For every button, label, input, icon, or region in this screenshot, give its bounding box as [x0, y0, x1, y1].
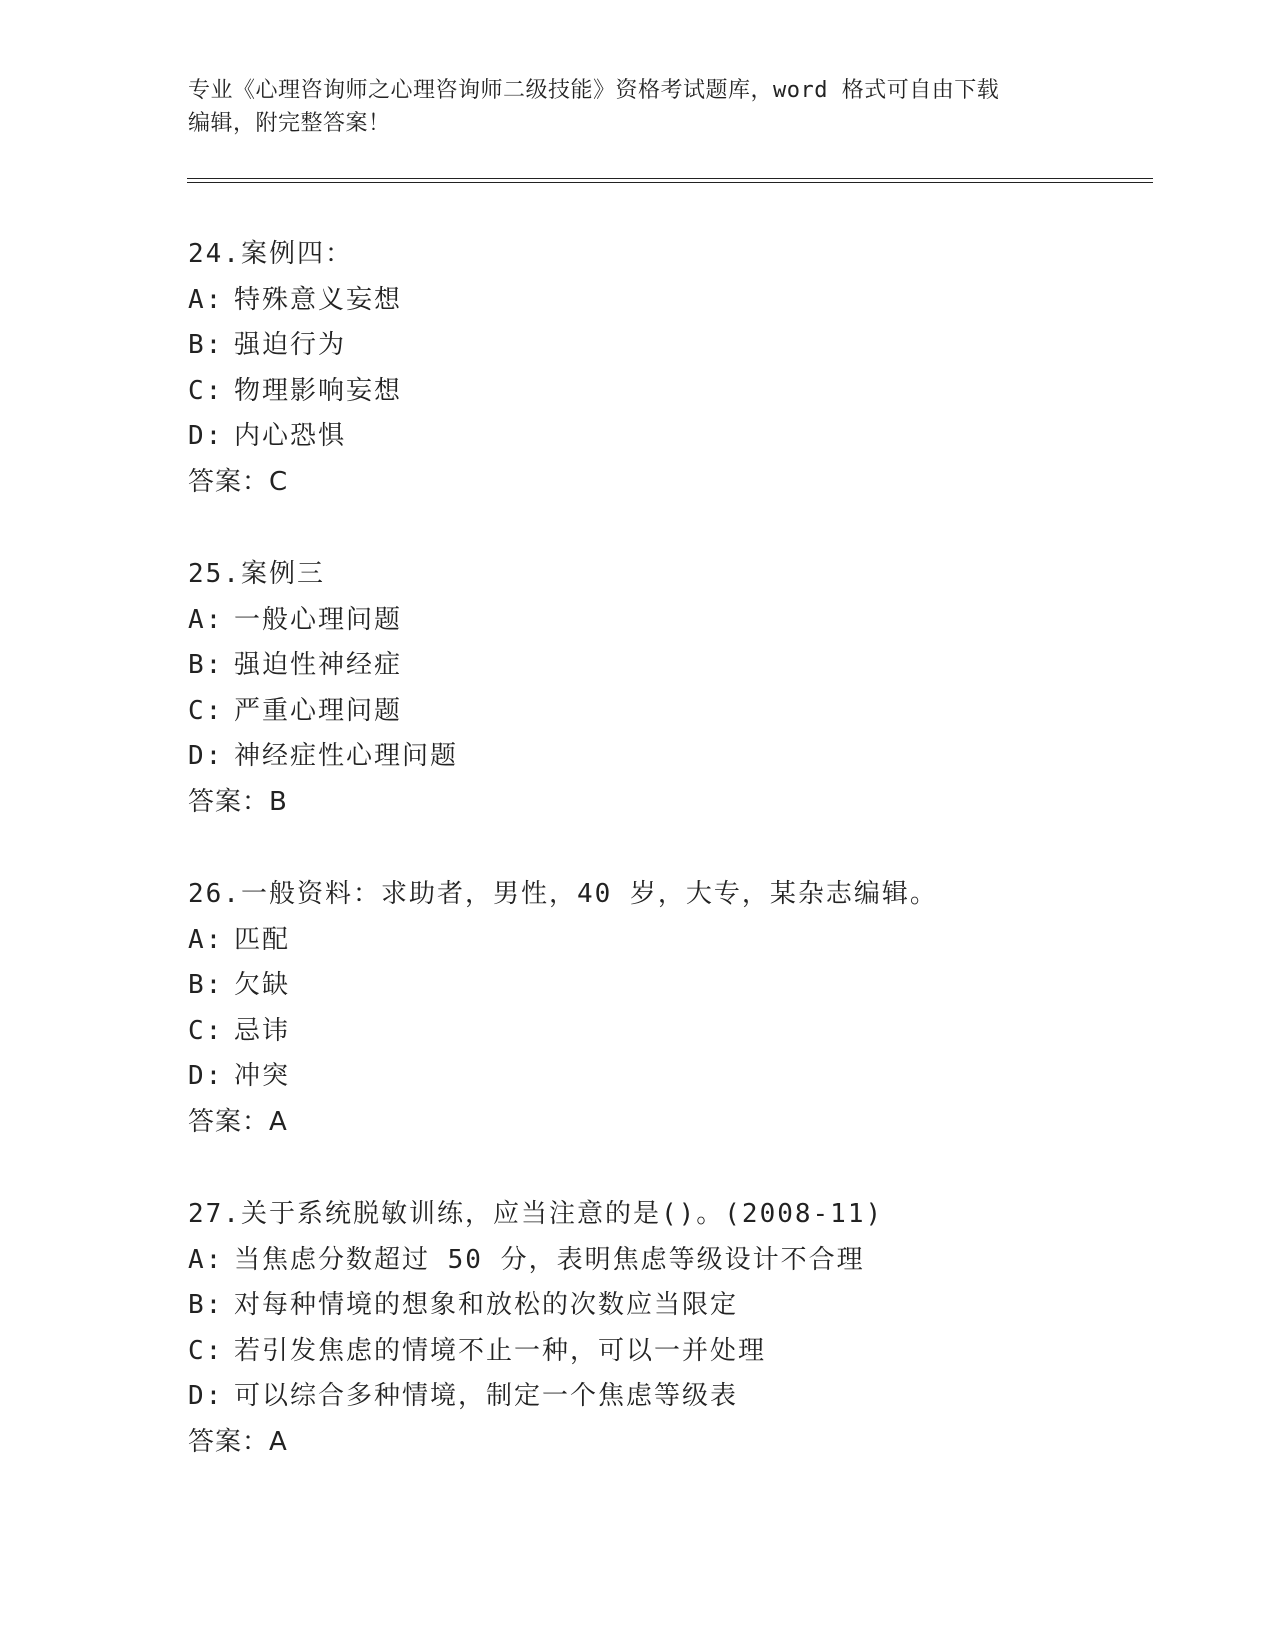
question-24 — [188, 232, 1148, 552]
option-letter: A: — [188, 604, 224, 635]
option-letter: B: — [188, 330, 224, 360]
option-letter: A: — [188, 1244, 224, 1275]
option-letter: D: — [188, 421, 224, 451]
option-a — [188, 598, 1148, 644]
option-letter: D: — [188, 1381, 224, 1411]
option-text: 强迫性神经症 — [234, 650, 403, 680]
document-header — [188, 74, 1068, 140]
option-d — [188, 1054, 1148, 1100]
option-text: 特殊意义妄想 — [234, 284, 403, 315]
question-26 — [188, 872, 1148, 1192]
option-letter: B: — [188, 1290, 224, 1320]
option-text: 忌讳 — [234, 1015, 291, 1046]
option-c — [188, 1329, 1148, 1375]
option-b — [188, 963, 1148, 1009]
option-letter: B: — [188, 650, 224, 680]
option-c — [188, 689, 1148, 735]
question-list — [188, 232, 1148, 1512]
option-b — [188, 1283, 1148, 1329]
option-b — [188, 323, 1148, 369]
option-c — [188, 1009, 1148, 1055]
option-letter: A: — [188, 924, 224, 955]
question-stem: 27.关于系统脱敏训练，应当注意的是()。(2008-11) — [188, 1199, 884, 1229]
answer-line: 答案：A — [188, 1106, 288, 1137]
option-text: 神经症性心理问题 — [234, 741, 459, 771]
option-b — [188, 643, 1148, 689]
option-text: 当焦虑分数超过 50 分，表明焦虑等级设计不合理 — [234, 1244, 865, 1275]
option-letter: D: — [188, 1061, 224, 1091]
option-text: 冲突 — [234, 1061, 291, 1091]
option-text: 严重心理问题 — [234, 695, 403, 726]
question-stem: 26.一般资料：求助者，男性，40 岁，大专，某杂志编辑。 — [188, 879, 938, 909]
option-letter: C: — [188, 695, 224, 726]
question-stem: 24.案例四： — [188, 239, 353, 269]
answer-line: 答案：B — [188, 786, 288, 817]
option-text: 欠缺 — [234, 970, 291, 1000]
header-line-2: 编辑，附完整答案！ — [188, 111, 391, 136]
option-letter: C: — [188, 1015, 224, 1046]
option-d — [188, 734, 1148, 780]
option-text: 若引发焦虑的情境不止一种，可以一并处理 — [234, 1335, 767, 1366]
option-text: 一般心理问题 — [234, 604, 403, 635]
option-text: 匹配 — [234, 924, 291, 955]
option-letter: C: — [188, 375, 224, 406]
option-letter: D: — [188, 741, 224, 771]
header-divider — [187, 178, 1153, 183]
option-letter: B: — [188, 970, 224, 1000]
option-letter: C: — [188, 1335, 224, 1366]
option-c — [188, 369, 1148, 415]
header-line-1: 专业《心理咨询师之心理咨询师二级技能》资格考试题库，word 格式可自由下载 — [188, 78, 1000, 103]
answer-line: 答案：C — [188, 466, 289, 497]
option-a — [188, 1238, 1148, 1284]
option-a — [188, 278, 1148, 324]
question-25 — [188, 552, 1148, 872]
option-text: 对每种情境的想象和放松的次数应当限定 — [234, 1290, 739, 1320]
question-stem: 25.案例三 — [188, 559, 325, 589]
option-letter: A: — [188, 284, 224, 315]
option-text: 强迫行为 — [234, 330, 347, 360]
option-text: 可以综合多种情境，制定一个焦虑等级表 — [234, 1381, 739, 1411]
option-text: 物理影响妄想 — [234, 375, 403, 406]
option-text: 内心恐惧 — [234, 421, 347, 451]
option-d — [188, 414, 1148, 460]
option-d — [188, 1374, 1148, 1420]
answer-line: 答案：A — [188, 1426, 288, 1457]
option-a — [188, 918, 1148, 964]
question-27 — [188, 1192, 1148, 1512]
